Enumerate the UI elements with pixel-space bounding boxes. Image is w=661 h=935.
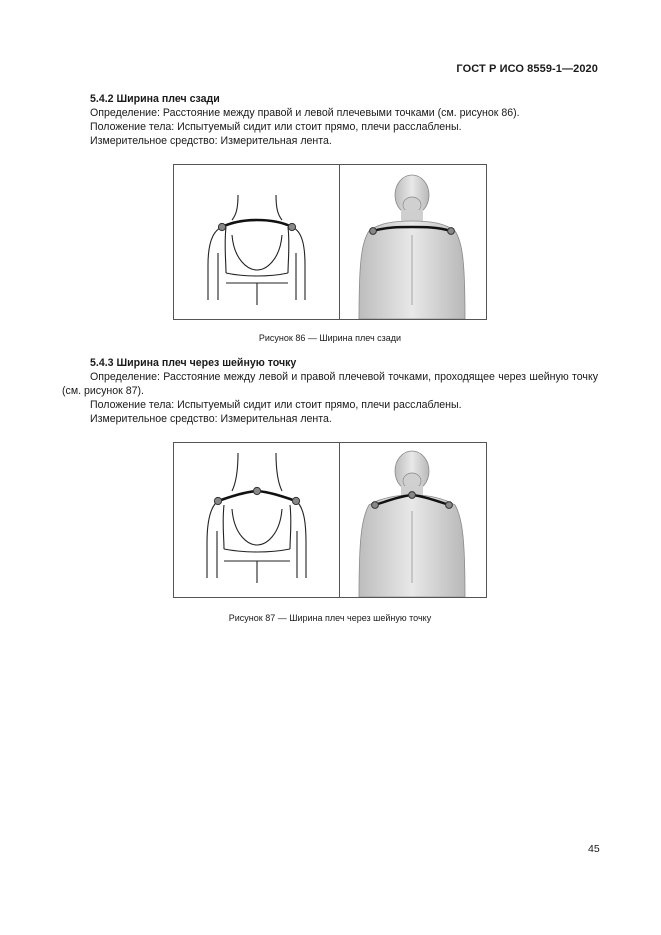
body-position-text: Положение тела: Испытуемый сидит или стоит прямо, плечи расслаблены.	[90, 399, 462, 411]
figure-87-body-scan	[339, 443, 486, 597]
figure-87	[173, 442, 487, 598]
instrument-text: Измерительное средство: Измерительная лента.	[90, 413, 332, 425]
figure-86	[173, 164, 487, 320]
figure-87-line-drawing	[174, 443, 340, 597]
section-shoulder-width-cervical	[62, 356, 598, 426]
instrument-text: Измерительное средство: Измерительная лента.	[90, 135, 332, 147]
body-position-text: Положение тела: Испытуемый сидит или стоит прямо, плечи расслаблены.	[90, 121, 462, 133]
figure-86-body-scan	[339, 165, 486, 319]
document-header: ГОСТ Р ИСО 8559-1—2020	[456, 63, 598, 75]
figure-86-caption: Рисунок 86 — Ширина плеч сзади	[258, 333, 402, 343]
section-title: 5.4.3 Ширина плеч через шейную точку	[90, 357, 297, 369]
figure-87-caption: Рисунок 87 — Ширина плеч через шейную точку	[228, 613, 432, 623]
section-title: 5.4.2 Ширина плеч сзади	[90, 93, 220, 105]
figure-86-line-drawing	[174, 165, 340, 319]
definition-text: Определение: Расстояние между левой и правой плечевой точками, проходящее через шейную точку (см. рисунок 87).	[62, 371, 598, 397]
definition-text: Определение: Расстояние между правой и левой плечевыми точками (см. рисунок 86).	[90, 107, 520, 119]
page-number: 45	[588, 843, 600, 855]
section-shoulder-width-back	[62, 92, 598, 148]
